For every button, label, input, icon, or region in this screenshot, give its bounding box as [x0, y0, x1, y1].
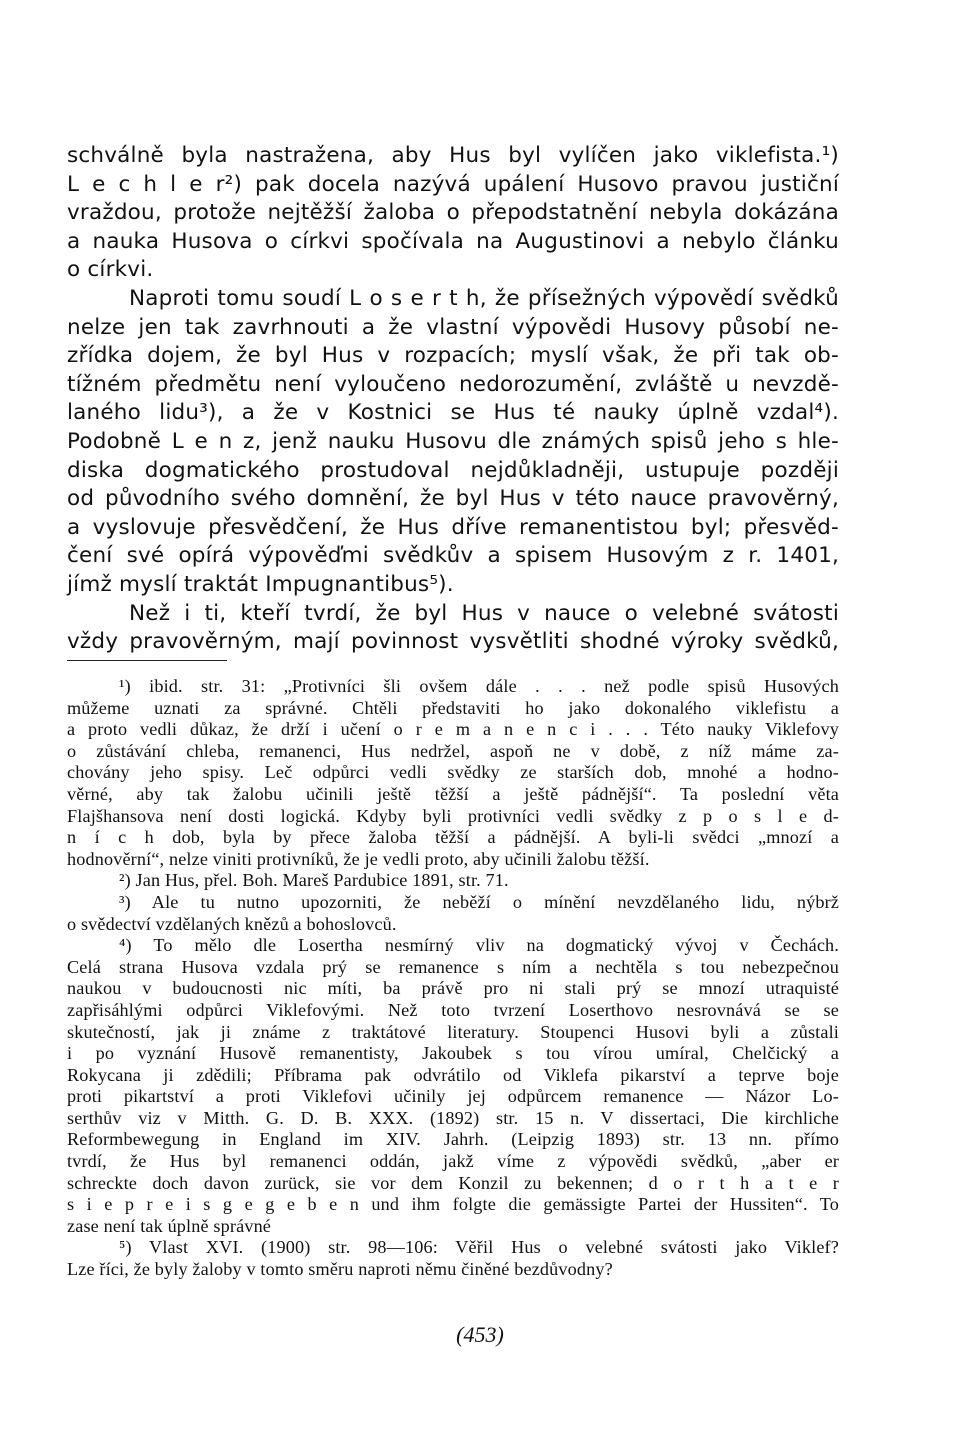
- footnote-line: Rokycana ji zdědili; Příbrama pak odvrátilo od Viklefa pikarství a teprve boje: [67, 1064, 839, 1085]
- footnote-line: ³) Ale tu nutno upozorniti, že neběží o mínění nevzdělaného lidu, nýbrž: [119, 891, 839, 912]
- text-line: Podobně L e n z, jenž nauku Husovu dle známých spisů jeho s hle-: [67, 428, 839, 454]
- footnote-line: zapřisáhlými odpůrci Viklefovými. Než toto tvrzení Loserthovo nesrovnává se se: [67, 999, 839, 1020]
- footnote-line: hodnověrní“, nelze viniti protivníků, že je vedli proto, aby učinili žalobu těžší.: [67, 848, 650, 869]
- text-line: laného lidu³), a že v Kostnici se Hus té nauky úplně vzdal⁴).: [67, 400, 839, 426]
- text-line: o církvi.: [67, 257, 154, 283]
- footnote-line: tvrdí, že Hus byl remanenci oddán, jakž víme z výpovědi svědků, „aber er: [67, 1151, 839, 1172]
- page-number: (453): [456, 1322, 504, 1347]
- text-line: schválně byla nastražena, aby Hus byl vylíčen jako viklefista.¹): [67, 143, 839, 168]
- text-line: diska dogmatického prostudoval nejdůkladněji, ustupuje později: [67, 457, 839, 483]
- main-text: [67, 142, 839, 657]
- text-line: Naproti tomu soudí L o s e r t h, že přísežných výpovědí svědků: [129, 285, 839, 311]
- text-line: od původního svého domnění, že byl Hus v této nauce pravověrný,: [67, 486, 839, 512]
- footnote-line: proti pikartství a proti Viklefovi učinily jej odpůrcem remanence — Názor Lo-: [67, 1086, 839, 1107]
- text-line: a nauka Husova o církvi spočívala na Augustinovi a nebylo článku: [67, 228, 839, 254]
- footnote-line: zase není tak úplně správné: [67, 1215, 272, 1236]
- footnote-line: ⁵) Vlast XVI. (1900) str. 98—106: Věřil Hus o velebné svátosti jako Viklef?: [119, 1237, 839, 1258]
- footnote-line: můžeme uznati za správné. Chtěli představiti ho jako dokonalého viklefistu a: [67, 697, 839, 718]
- footnote-line: o zůstávání chleba, remanenci, Hus nedržel, aspoň ne v době, z níž máme za-: [67, 740, 839, 761]
- footnote-line: ¹) ibid. str. 31: „Protivníci šli ovšem dále . . . než podle spisů Husových: [119, 676, 839, 696]
- footnote-separator: [67, 660, 227, 661]
- text-line: a vyslovuje přesvědčení, že Hus dříve remanentistou byl; přesvěd-: [67, 514, 839, 540]
- footnote-line: chovány jeho spisy. Leč odpůrci vedli svědky ze starších dob, mnohé a hodno-: [67, 762, 839, 783]
- text-line: zřídka dojem, že byl Hus v rozpacích; myslí však, že při tak ob-: [67, 343, 839, 369]
- footnote-line: Lze říci, že byly žaloby v tomto směru naproti němu činěné bezdůvodny?: [67, 1259, 613, 1280]
- footnote-line: naukou v budoucnosti nic míti, ba právě pro ni stali prý se mnozí utraquisté: [67, 978, 839, 999]
- text-line: L e c h l e r²) pak docela nazývá upálení Husovo pravou justiční: [67, 171, 839, 197]
- footnote-line: schreckte doch davon zurück, sie vor dem Konzil zu bekennen; d o r t h a t e r: [67, 1172, 839, 1193]
- footnote-line: n í c h dob, byla by přece žaloba těžší a pádnější. A byli-li svědci „mnozí a: [67, 827, 839, 848]
- footnote-line: skutečností, jak ji známe z traktátové literatury. Stoupenci Husovi byli a zůstali: [67, 1021, 839, 1042]
- footnote-line: serthův viz v Mitth. G. D. B. XXX. (1892) str. 15 n. V dissertaci, Die kirchliche: [67, 1107, 839, 1128]
- footnote-line: věrné, aby tak žalobu učinili ještě těžší a ještě pádnější“. Ta poslední věta: [67, 783, 839, 804]
- text-line: vraždou, protože nejtěžší žaloba o přepodstatnění nebyla dokázána: [67, 200, 839, 226]
- text-line: nelze jen tak zavrhnouti a že vlastní výpovědi Husovy působí ne-: [67, 314, 839, 340]
- footnote-line: i po vyznání Husově remanentisty, Jakoubek s tou vírou umíral, Chelčický a: [67, 1043, 839, 1064]
- footnote-line: Flajšhansova není dosti logická. Kdyby byli protivníci vedli svědky z p o s l e d-: [67, 805, 839, 826]
- text-line: vždy pravověrným, mají povinnost vysvětliti shodné výroky svědků,: [67, 629, 839, 655]
- text-line: Než i ti, kteří tvrdí, že byl Hus v nauce o velebné svátosti: [129, 600, 839, 626]
- text-line: tížném předmětu není vyloučeno nedorozumění, zvláště u nevzdě-: [67, 371, 839, 397]
- footnote-line: Reformbewegung in England im XIV. Jahrh. (Leipzig 1893) str. 13 nn. přímo: [67, 1129, 839, 1150]
- footnote-line: o svědectví vzdělaných knězů a bohoslovců.: [67, 913, 397, 934]
- text-line: jímž myslí traktát Impugnantibus⁵).: [67, 571, 454, 597]
- footnote-line: a proto vedli důkaz, že drží i učení o r e m a n e n c i . . . Této nauky Viklefovy: [67, 719, 839, 740]
- footnote-line: ²) Jan Hus, přel. Boh. Mareš Pardubice 1891, str. 71.: [119, 870, 509, 891]
- footnote-line: ⁴) To mělo dle Loserthа nesmírný vliv na dogmatický vývoj v Čechách.: [119, 935, 839, 956]
- footnote-line: Celá strana Husova vzdala prý se remanence s ním a nechtěla s tou nebezpečnou: [67, 956, 839, 977]
- footnotes: [67, 676, 839, 1281]
- footnote-line: s i e p r e i s g e g e b e n und ihm folgte die gemässigte Partei der Hussiten“. To: [67, 1194, 839, 1215]
- text-line: čení své opírá výpověďmi svědkův a spisem Husovým z r. 1401,: [67, 543, 839, 569]
